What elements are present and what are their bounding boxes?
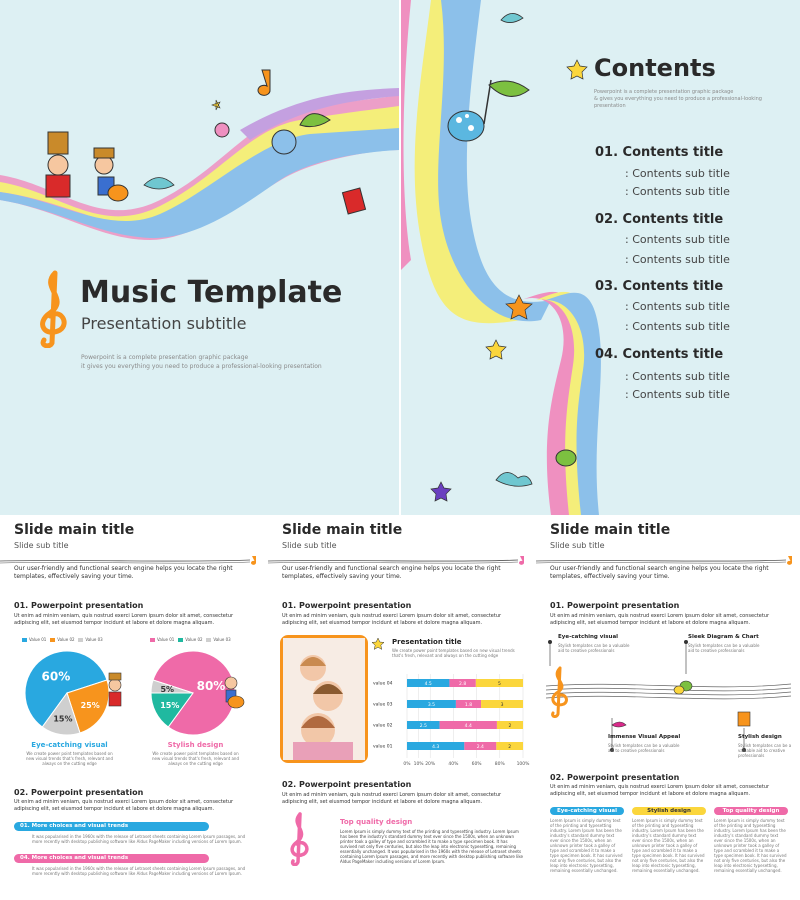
bar-data-label: 2.8 <box>459 682 467 687</box>
pie2-caption-desc: We create power point templates based on new visual trends that's fresh, relevant and always on the cutting edge <box>152 751 239 766</box>
pie-slice-label: 80% <box>196 679 226 694</box>
x-tick-label: 10% <box>413 762 424 767</box>
quality-description: Lorem Ipsum is simply dummy text of the printing and typesetting industry. Lorem Ipsum has been the industry's standard dummy text ever since the 1500s, when an unknown printer took a galley of type and scrambled it to make a type specimen book. It has survived not only five centuries, but also the leap into electronic typesetting, remaining essentially unchanged. It was popularised in the 1960s with the release of Letraset sheets containing Lorem Ipsum passages, and more recently with desktop publishing software like Aldus PageMaker including versions of Lorem Ipsum. <box>340 829 524 864</box>
legend-swatch <box>150 638 155 642</box>
pie1-legend: Value 01 Value 02 Value 03 <box>22 637 103 642</box>
contents-title: Contents <box>594 54 716 82</box>
pie-chart-slide[interactable] <box>0 518 265 900</box>
trend-pill-1-desc: It was popularised in the 1960s with the release of Letraset sheets containing Lorem Ipsum passages, and more recently with desktop publishing software like Aldus PageMaker including versions of Lorem Ipsum. <box>32 834 246 844</box>
bar-data-label: 2.5 <box>419 724 427 729</box>
star-icon <box>372 638 384 650</box>
contents-item-3-title[interactable]: 03. Contents title <box>595 279 724 294</box>
legend-swatch <box>22 638 27 642</box>
feature-2-title: Sleek Diagram & Chart <box>688 634 759 640</box>
legend-swatch <box>50 638 55 642</box>
tag-eye-catching[interactable]: Eye-catching visual <box>550 807 624 815</box>
music-wave-illustration <box>0 0 399 515</box>
contents-description: Powerpoint is a complete presentation graphic package & gives you everything you need to produce a professional-looking presentation <box>594 89 762 109</box>
slide-title: Slide main title <box>14 522 135 538</box>
pie-slice-label: 15% <box>160 700 180 710</box>
section-1-body: Ut enim ad minim veniam, quis nostrud exerci Lorem ipsum dolor sit amet, consectetur adipiscing elit, set eiusmod tempor incidunt et labore et dolore magna aliquam. <box>14 613 234 626</box>
kids-photo <box>283 638 365 760</box>
section-2-title: 02. Powerpoint presentation <box>282 780 412 789</box>
x-tick-label: 20% <box>425 762 436 767</box>
slide-title: Slide main title <box>282 522 403 538</box>
contents-item-4-sub-2: : Contents sub title <box>625 388 730 401</box>
section-1-title: 01. Powerpoint presentation <box>14 601 144 610</box>
feature-3-title: Immense Visual Appeal <box>608 734 681 740</box>
tag-1-desc: Lorem Ipsum is simply dummy text of the printing and typesetting industry. Lorem Ipsum has been the industry's standard dummy text ever since the 1500s, when an unknown printer took a galley of type and scrambled it to make a type specimen book. It has survived not only five centuries, but also the leap into electronic typesetting, remaining essentially unchanged. <box>550 818 623 873</box>
pie1-caption: Eye-catching visual <box>31 741 108 749</box>
page-title: Music Template <box>80 275 343 310</box>
x-tick-label: 0% <box>403 762 411 767</box>
tag-2-desc: Lorem Ipsum is simply dummy text of the printing and typesetting industry. Lorem Ipsum has been the industry's standard dummy text ever since the 1500s, when an unknown printer took a galley of type and scrambled it to make a type specimen book. It has survived not only five centuries, but also the leap into electronic typesetting, remaining essentially unchanged. <box>632 818 705 873</box>
slide-subtitle: Slide sub title <box>14 541 69 550</box>
x-tick-label: 80% <box>494 762 505 767</box>
section-2-title: 02. Powerpoint presentation <box>14 788 144 797</box>
feature-2-desc: Stylish templates can be a valuable aid to creative professionals <box>688 643 760 653</box>
title-slide[interactable] <box>0 0 399 515</box>
tag-top-quality[interactable]: Top quality design <box>714 807 788 815</box>
bar-data-label: 2 <box>508 724 512 729</box>
tag-stylish[interactable]: Stylish design <box>632 807 706 815</box>
contents-item-2-sub-2: : Contents sub title <box>625 253 730 266</box>
pie1-caption-desc: We create power point templates based on new visual trends that's fresh, relevant and always on the cutting edge <box>26 751 113 766</box>
pie2-legend: Value 01 Value 02 Value 03 <box>150 637 231 642</box>
contents-item-4-sub-1: : Contents sub title <box>625 370 730 383</box>
category-label: value 02 <box>373 723 393 729</box>
tag-3-desc: Lorem Ipsum is simply dummy text of the printing and typesetting industry. Lorem Ipsum has been the industry's standard dummy text ever since the 1500s, when an unknown printer took a galley of type and scrambled it to make a type specimen book. It has survived not only five centuries, but also the leap into electronic typesetting, remaining essentially unchanged. <box>714 818 787 873</box>
section-1-title: 01. Powerpoint presentation <box>550 601 680 610</box>
bar-data-label: 2 <box>508 745 512 750</box>
pie2-caption: Stylish design <box>167 741 224 749</box>
legend-swatch <box>78 638 83 642</box>
pie-slice-label: 5% <box>160 684 175 694</box>
contents-item-1-sub-2: : Contents sub title <box>625 185 730 198</box>
drummer-icon <box>216 671 246 711</box>
contents-item-3-sub-2: : Contents sub title <box>625 320 730 333</box>
slide-subtitle: Slide sub title <box>550 541 605 550</box>
legend-swatch <box>206 638 211 642</box>
feature-1-title: Eye-catching visual <box>558 634 619 640</box>
x-tick-label: 60% <box>471 762 482 767</box>
bar-data-label: 4.3 <box>432 745 440 750</box>
bar-data-label: 3 <box>500 703 504 708</box>
section-2-body: Ut enim ad minim veniam, quis nostrud exerci Lorem ipsum dolor sit amet, consectetur adipiscing elit, set eiusmod tempor incidunt et labore et dolore magna aliquam. <box>282 792 502 805</box>
pie-slice-label: 15% <box>53 714 73 724</box>
intro-text: Our user-friendly and functional search engine helps you locate the right templates, effectively saving your time. <box>550 565 769 580</box>
trend-pill-1[interactable]: 01. More choices and visual trends <box>14 822 209 831</box>
category-label: value 04 <box>373 681 393 687</box>
bar-data-label: 3.5 <box>427 703 436 708</box>
treble-clef-icon <box>284 811 314 866</box>
bar-chart-slide[interactable] <box>268 518 533 900</box>
contents-item-1-sub-1: : Contents sub title <box>625 167 730 180</box>
slide-subtitle: Slide sub title <box>282 541 337 550</box>
section-1-body: Ut enim ad minim veniam, quis nostrud exerci Lorem ipsum dolor sit amet, consectetur adipiscing elit, set eiusmod tempor incidunt et labore et dolore magna aliquam. <box>282 613 502 626</box>
feature-3-desc: Stylish templates can be a valuable aid to creative professionals <box>608 743 680 753</box>
title-description: Powerpoint is a complete presentation graphic package it gives you everything you need to produce a professional-looking presentation <box>81 354 322 370</box>
feature-4-title: Stylish design <box>738 734 782 740</box>
pie-slice-label: 25% <box>80 700 100 710</box>
kids-photo-frame <box>280 635 368 763</box>
page-subtitle: Presentation subtitle <box>81 314 247 333</box>
contents-item-2-sub-1: : Contents sub title <box>625 233 730 246</box>
pie-slice-label: 60% <box>41 669 71 684</box>
bar-data-label: 1.8 <box>464 703 473 708</box>
bar-data-label: 4.5 <box>424 682 432 687</box>
music-diagram-slide[interactable] <box>536 518 800 900</box>
section-1-title: 01. Powerpoint presentation <box>282 601 412 610</box>
quality-title: Top quality design <box>340 818 413 826</box>
feature-4-desc: Stylish templates can be a valuable aid to creative professionals <box>738 743 792 758</box>
treble-clef-icon <box>30 268 80 348</box>
trend-pill-2-desc: It was popularised in the 1960s with the release of Letraset sheets containing Lorem Ipsum passages, and more recently with desktop publishing software like Aldus PageMaker including versions of Lorem Ipsum. <box>32 866 246 876</box>
contents-item-1-title[interactable]: 01. Contents title <box>595 145 724 160</box>
section-2-body: Ut enim ad minim veniam, quis nostrud exerci Lorem ipsum dolor sit amet, consectetur adipiscing elit, set eiusmod tempor incidunt et labore et dolore magna aliquam. <box>550 784 770 797</box>
bar-data-label: 4.4 <box>464 724 472 729</box>
pie-chart-1 <box>22 648 112 738</box>
contents-item-4-title[interactable]: 04. Contents title <box>595 347 724 362</box>
character-icon <box>100 671 130 711</box>
x-tick-label: 100% <box>516 762 530 767</box>
feature-1-desc: Stylish templates can be a valuable aid to creative professionals <box>558 643 630 653</box>
category-label: value 03 <box>373 702 393 708</box>
contents-slide[interactable] <box>401 0 800 515</box>
chart-description: We create power point templates based on new visual trends that's fresh, relevant and always on the cutting edge <box>392 648 515 658</box>
stacked-bar-chart <box>371 668 531 778</box>
category-label: value 01 <box>373 744 393 750</box>
trend-pill-2[interactable]: 04. More choices and visual trends <box>14 854 209 863</box>
section-2-body: Ut enim ad minim veniam, quis nostrud exerci Lorem ipsum dolor sit amet, consectetur adipiscing elit, set eiusmod tempor incidunt et labore et dolore magna aliquam. <box>14 799 234 812</box>
chart-title: Presentation title <box>392 638 462 646</box>
x-tick-label: 40% <box>448 762 459 767</box>
section-2-title: 02. Powerpoint presentation <box>550 773 680 782</box>
legend-swatch <box>178 638 183 642</box>
bar-data-label: 2.4 <box>476 745 484 750</box>
slide-title: Slide main title <box>550 522 671 538</box>
contents-item-3-sub-1: : Contents sub title <box>625 300 730 313</box>
bar-data-label: 5 <box>497 682 501 687</box>
intro-text: Our user-friendly and functional search engine helps you locate the right templates, effectively saving your time. <box>282 565 501 580</box>
intro-text: Our user-friendly and functional search engine helps you locate the right templates, effectively saving your time. <box>14 565 233 580</box>
section-1-body: Ut enim ad minim veniam, quis nostrud exerci Lorem ipsum dolor sit amet, consectetur adipiscing elit, set eiusmod tempor incidunt et labore et dolore magna aliquam. <box>550 613 770 626</box>
contents-item-2-title[interactable]: 02. Contents title <box>595 212 724 227</box>
